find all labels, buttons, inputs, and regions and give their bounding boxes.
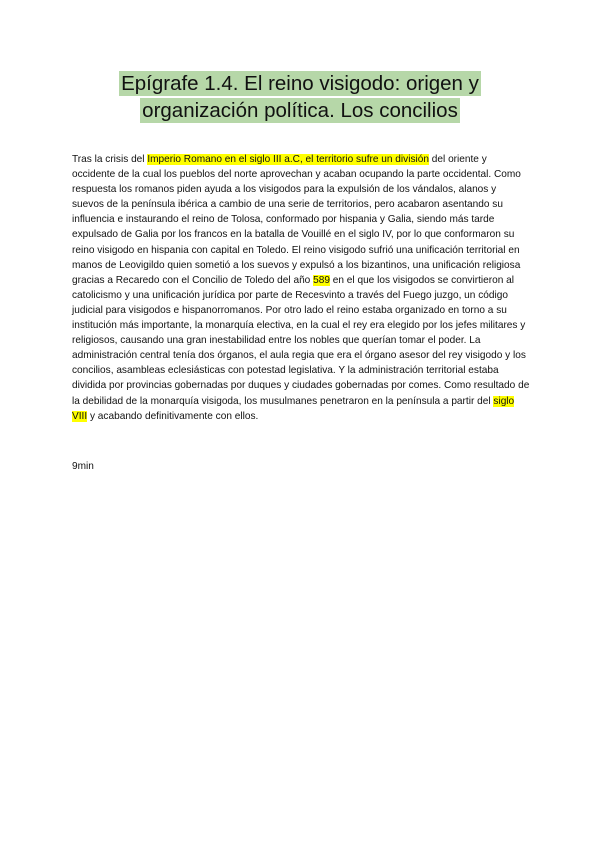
time-note: 9min — [72, 461, 94, 472]
highlight-roman-empire: Imperio Romano en el siglo III a.C, el territorio sufre un división — [147, 154, 429, 165]
body-text-segment: del oriente y occidente de la cual los pueblos del norte aprovechan y acaban ocupando la parte occidental. Como respuesta los romanos piden ayuda a los visigodos para la expulsión de los vándalos, alanos y suevos de la península ibérica a cambio de una serie de territorios, pero acabaron asentando su influencia e instaurando el reino de Tolosa, conformado por hispania y Galia, siendo más tarde expulsado de Galia por los francos en la batalla de Vouillé en el siglo IV, por lo que conformaron su reino visigodo en hispania con capital en Toledo. El reino visigodo sufrió una unificación territorial en manos de Leovigildo quien sometió a los suevos y expulsó a los bizantinos, una unificación religiosa gracias a Recaredo con el Concilio de Toledo del año — [72, 154, 521, 286]
body-text-segment: y acabando definitivamente con ellos. — [87, 410, 259, 422]
document-title — [60, 70, 540, 124]
body-text-segment: en el que los visigodos se convirtieron al catolicismo y una unificación jurídica por parte de Recesvinto a través del Fuego juzgo, un código judicial para visigodos e hispanorromanos. Por otro lado el reino estaba organizado en torno a su institución más importante, la monarquía electiva, en la cual el rey era elegido por los jefes militares y religiosos, causando una gran inestabilidad entre los nobles que querían tomar el poder. La administración central tenía dos órganos, el aula regia que era el órgano asesor del rey visigodo y los concilios, asambleas eclesiásticas con potestad legislativa. Y la administración territorial estaba dividida por provincias gobernadas por duques y ciudades gobernadas por comes. Como resultado de la debilidad de la monarquía visigoda, los musulmanes penetraron en la península a partir del — [72, 274, 530, 407]
body-text-segment: Tras la crisis del — [72, 154, 148, 165]
highlight-century: siglo VIII — [72, 395, 515, 422]
title-line-2: organización política. Los concilios — [142, 99, 458, 122]
title-line-1: Epígrafe 1.4. El reino visigodo: origen y — [121, 72, 479, 95]
body-paragraph — [72, 152, 530, 424]
highlight-year: 589 — [313, 274, 330, 286]
